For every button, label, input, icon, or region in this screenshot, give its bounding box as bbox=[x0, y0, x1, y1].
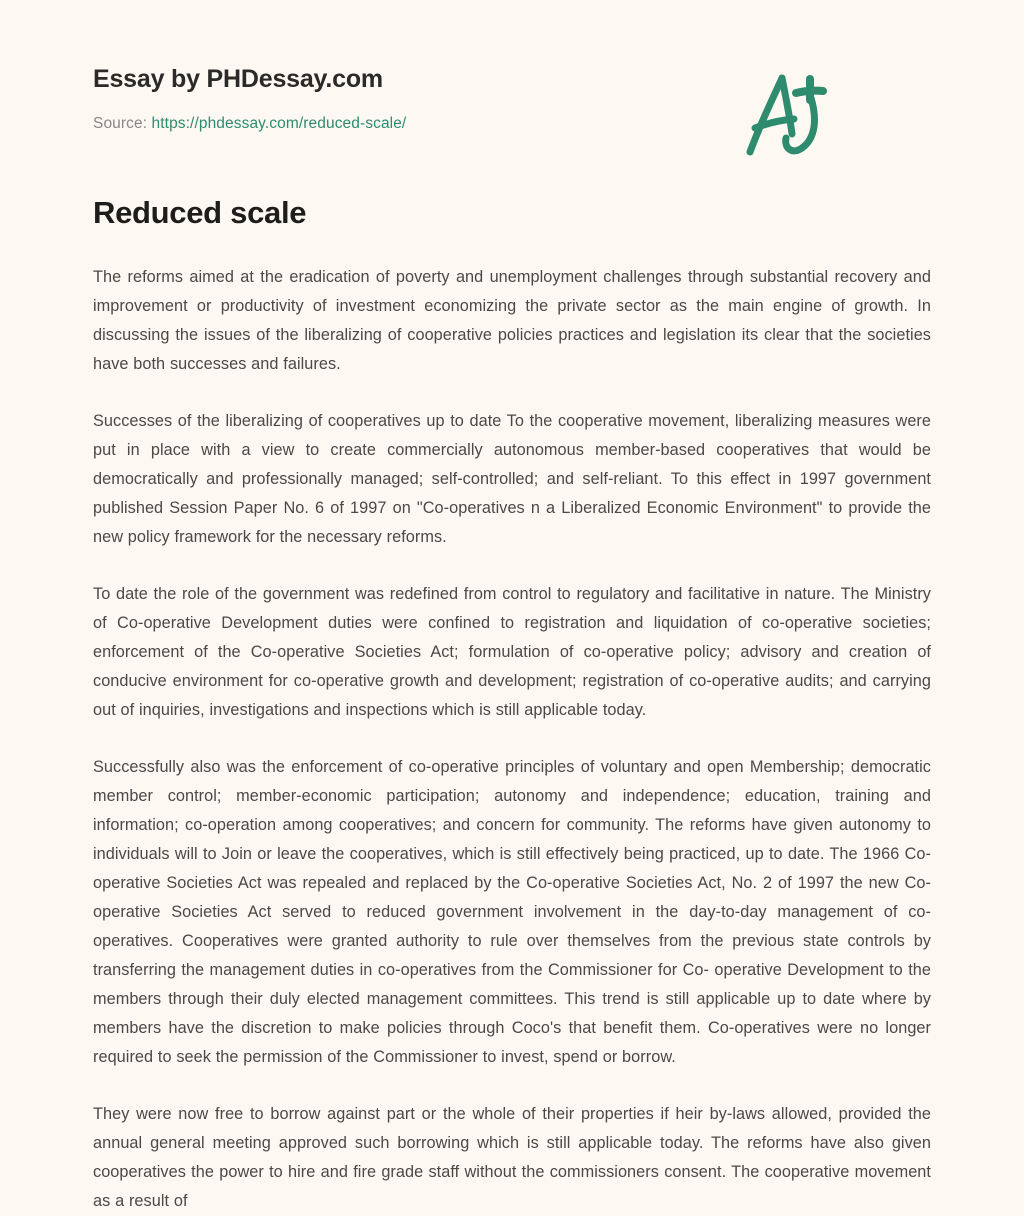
a-plus-logo-icon bbox=[728, 60, 838, 170]
brand-title: Essay by PHDessay.com bbox=[93, 65, 383, 93]
body-paragraph: They were now free to borrow against part or the whole of their properties if heir by-laws allowed, provided the annual general meeting approved such borrowing which is still applicable today. The reforms have also given cooperatives the power to hire and fire grade staff without the commissioners consent. The cooperative movement as a result of bbox=[93, 1105, 931, 1211]
essay-body bbox=[93, 231, 931, 1216]
body-paragraph: Successes of the liberalizing of cooperatives up to date To the cooperative movement, liberalizing measures were put in place with a view to create commercially autonomous member-based cooperatives that would be democratically and professionally managed; self-controlled; and self-reliant. To this effect in 1997 government published Session Paper No. 6 of 1997 on "Co-operatives n a Liberalized Economic Environment" to provide the new policy framework for the necessary reforms. bbox=[93, 412, 931, 547]
source-label: Source: bbox=[93, 114, 148, 132]
body-paragraph: To date the role of the government was redefined from control to regulatory and facilitative in nature. The Ministry of Co-operative Development duties were confined to registration and liquidation of co-operative societies; enforcement of the Co-operative Societies Act; formulation of co-operative policy; advisory and creation of conducive environment for co-operative growth and development; registration of co-operative audits; and carrying out of inquiries, investigations and inspections which is still applicable today. bbox=[93, 585, 931, 720]
page-title: Reduced scale bbox=[93, 195, 307, 230]
source-url-link[interactable]: https://phdessay.com/reduced-scale/ bbox=[151, 114, 407, 132]
body-paragraph: The reforms aimed at the eradication of poverty and unemployment challenges through substantial recovery and improvement or productivity of investment economizing the private sector as the main engine of growth. In discussing the issues of the liberalizing of cooperative policies practices and legislation its clear that the societies have both successes and failures. bbox=[93, 268, 931, 374]
body-paragraph: Successfully also was the enforcement of co-operative principles of voluntary and open Membership; democratic member control; member-economic participation; autonomy and independence; education, training and information; co-operation among cooperatives; and concern for community. The reforms have given autonomy to individuals will to Join or leave the cooperatives, which is still effectively being practiced, up to date. The 1966 Co- operative Societies Act was repealed and replaced by the Co-operative Societies Act, No. 2 of 1997 the new Co-operative Societies Act served to reduced government involvement in the day-to-day management of co-operatives. Cooperatives were granted authority to rule over themselves from the previous state controls by transferring the management duties in co-operatives from the Commissioner for Co- operative Development to the members through their duly elected management committees. This trend is still applicable up to date where by members have the discretion to make policies through Coco's that benefit them. Co-operatives were no longer required to seek the permission of the Commissioner to invest, spend or borrow. bbox=[93, 758, 931, 1067]
page-header bbox=[93, 0, 931, 132]
